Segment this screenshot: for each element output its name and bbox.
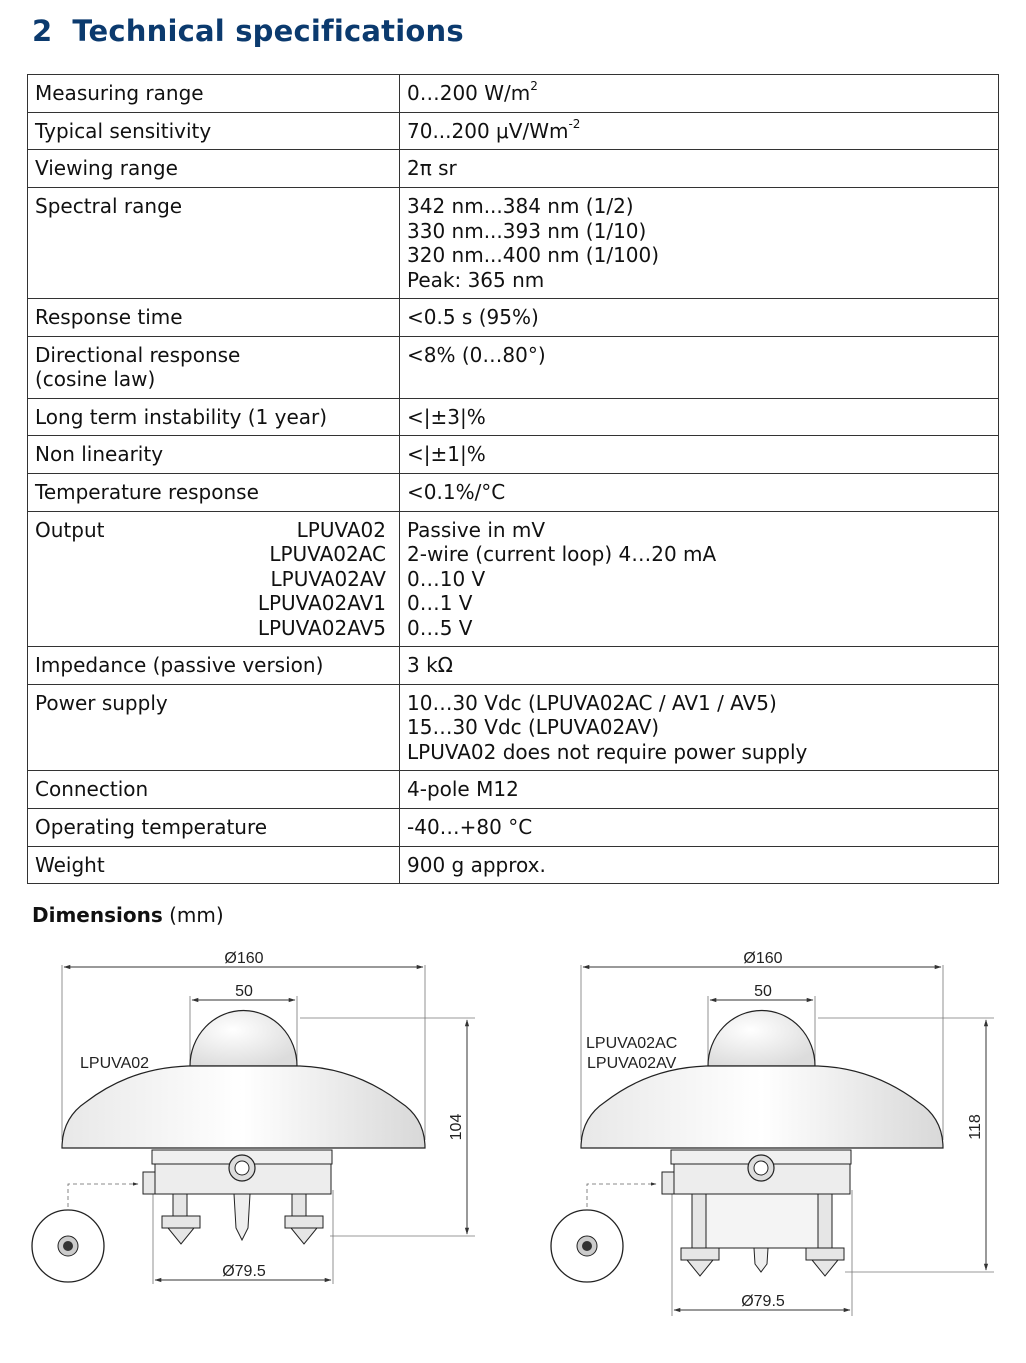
drawing-lpuva02 (32, 950, 475, 1284)
dim-label: Ø79.5 (222, 1263, 266, 1280)
dim-label: 50 (754, 983, 772, 1000)
dim-label: Ø160 (224, 950, 264, 967)
drawing-lpuva02ac-av (551, 950, 994, 1316)
dim-label: Ø79.5 (741, 1293, 785, 1310)
spec-label: Weight (28, 846, 400, 884)
spec-label: Long term instability (1 year) (28, 398, 400, 436)
spec-label: Impedance (passive version) (28, 647, 400, 685)
dimensions-title: Dimensions (mm) (32, 903, 224, 927)
dim-label: 50 (235, 983, 253, 1000)
spec-value: <8% (0…80°) (400, 336, 999, 398)
spec-value: -40…+80 °C (400, 808, 999, 846)
dim-label: 118 (967, 1114, 984, 1140)
spec-label: Operating temperature (28, 808, 400, 846)
spec-value: <0.5 s (95%) (400, 299, 999, 337)
model-label: LPUVA02AC (586, 1035, 678, 1052)
spec-value: 4-pole M12 (400, 771, 999, 809)
model-label: LPUVA02AV (587, 1055, 677, 1072)
section-number: 2 (32, 14, 53, 48)
spec-label: Temperature response (28, 474, 400, 512)
spec-value: 0…200 $W/m^2$ (400, 75, 999, 113)
model-label: LPUVA02 (80, 1055, 150, 1072)
spec-value: 70...200 $\mu V/Wm^{-2}$ (400, 112, 999, 150)
spec-value: <|±3|% (400, 398, 999, 436)
spec-value: <|±1|% (400, 436, 999, 474)
spec-label: Measuring range (28, 75, 400, 113)
spec-value: 3 kΩ (400, 647, 999, 685)
spec-value: <0.1%/°C (400, 474, 999, 512)
spec-value: 900 g approx. (400, 846, 999, 884)
section-title: Technical specifications (72, 14, 464, 48)
dim-label: Ø160 (743, 950, 783, 967)
spec-value: 342 nm...384 nm (1/2) 330 nm...393 nm (1/10) 320 nm...400 nm (1/100) Peak: 365 nm (400, 188, 999, 299)
spec-value: 2π sr (400, 150, 999, 188)
spec-label: Non linearity (28, 436, 400, 474)
spec-label-output: Output LPUVA02 LPUVA02AC LPUVA02AV LPUVA02AV1 LPUVA02AV5 (28, 511, 400, 647)
spec-label: Spectral range (28, 188, 400, 299)
spec-value: Passive in mV 2-wire (current loop) 4…20 mA 0…10 V 0…1 V 0…5 V (400, 511, 999, 647)
spec-value: 10…30 Vdc (LPUVA02AC / AV1 / AV5) 15…30 Vdc (LPUVA02AV) LPUVA02 does not require power supply (400, 684, 999, 771)
spec-label: Viewing range (28, 150, 400, 188)
spec-label: Typical sensitivity (28, 112, 400, 150)
spec-label: Connection (28, 771, 400, 809)
spec-label: Directional response (cosine law) (28, 336, 400, 398)
spec-label: Power supply (28, 684, 400, 771)
dim-label: 104 (448, 1113, 465, 1141)
output-model-list: LPUVA02 LPUVA02AC LPUVA02AV LPUVA02AV1 LPUVA02AV5 (257, 517, 386, 640)
spec-label: Response time (28, 299, 400, 337)
